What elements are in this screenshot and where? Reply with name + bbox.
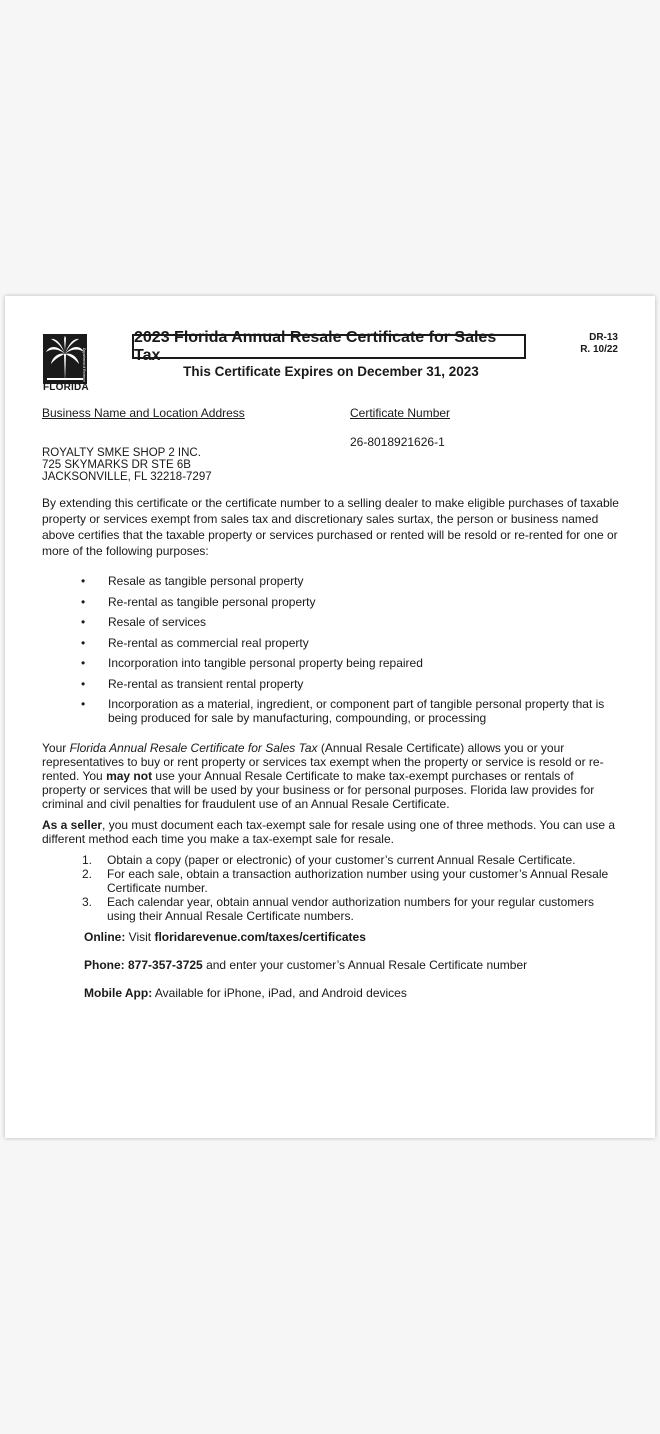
app-text: Available for iPhone, iPad, and Android devices (152, 986, 407, 1000)
certificate-page (5, 296, 655, 1138)
list-item: • Re-rental as tangible personal property (81, 595, 611, 609)
allows-text-3: use your Annual Resale Certificate to make tax-exempt purchases or rentals of property or services that will be used by your business or for personal purposes. Florida law provides for criminal and civil penalties for fraudulent use of an Annual Resale Certificate. (42, 769, 595, 811)
list-item (82, 895, 622, 923)
allows-text-italic: Florida Annual Resale Certificate for Sales Tax (69, 741, 318, 755)
list-item: • Re-rental as transient rental property (81, 677, 611, 691)
app-contact (84, 986, 407, 1000)
address-line-2: JACKSONVILLE, FL 32218-7297 (42, 471, 212, 483)
online-text: Visit (125, 930, 155, 944)
purposes-list (81, 574, 611, 732)
phone-contact (84, 958, 527, 972)
business-address (42, 447, 212, 483)
page-title: 2023 Florida Annual Resale Certificate for Sales Tax (132, 334, 526, 359)
allows-text-bold: may not (106, 769, 153, 783)
form-id (565, 332, 618, 356)
list-item (82, 867, 622, 895)
online-contact (84, 930, 366, 944)
certificate-number-label: Certificate Number (350, 406, 451, 420)
business-name: ROYALTY SMKE SHOP 2 INC. (42, 447, 201, 459)
methods-list (82, 853, 622, 923)
logo-text: FLORIDA (43, 382, 89, 393)
logo-side-text: Department of Revenue (82, 348, 86, 382)
form-number: DR-13 (589, 332, 618, 343)
phone-label: Phone: 877-357-3725 (84, 958, 203, 972)
address-line-1: 725 SKYMARKS DR STE 6B (42, 459, 191, 471)
expiration-notice: This Certificate Expires on December 31, 2023 (183, 364, 479, 379)
list-number: 3. (82, 895, 93, 909)
list-number: 1. (82, 853, 93, 867)
seller-paragraph (42, 818, 622, 846)
allows-text-1: Your (42, 741, 70, 755)
business-label: Business Name and Location Address (42, 406, 245, 420)
list-item: • Resale as tangible personal property (81, 574, 611, 588)
online-label: Online: (84, 930, 126, 944)
list-item: • Incorporation as a material, ingredient, or component part of tangible personal property that is being produced for sale by manufacturing, compounding, or processing (81, 697, 611, 725)
list-text: Obtain a copy (paper or electronic) of your customer’s current Annual Resale Certificate. (107, 853, 576, 867)
intro-paragraph: By extending this certificate or the certificate number to a selling dealer to make eligible purchases of taxable property or services exempt from sales tax and discretionary sales surtax, the person or business named above certifies that the taxable property or services purchased or rented will be resold or re-rented for one or more of the following purposes: (42, 496, 619, 558)
app-label: Mobile App: (84, 986, 153, 1000)
list-item (82, 853, 622, 867)
phone-text: and enter your customer’s Annual Resale Certificate number (202, 958, 528, 972)
list-text: For each sale, obtain a transaction authorization number using your customer’s Annual Resale Certificate number. (107, 867, 609, 895)
list-item: • Re-rental as commercial real property (81, 636, 611, 650)
list-number: 2. (82, 867, 93, 881)
form-revision: R. 10/22 (580, 344, 618, 355)
allows-text-2: (Annual Resale Certificate) allows you or your representatives to buy or rent property or services tax exempt when the property or service is resold or re-rented. You (42, 741, 604, 783)
allows-paragraph (42, 741, 616, 811)
certificate-number: 26-8018921626-1 (350, 435, 445, 449)
list-item: • Incorporation into tangible personal property being repaired (81, 656, 611, 670)
online-url-link[interactable]: floridarevenue.com/taxes/certificates (154, 930, 366, 944)
list-item: • Resale of services (81, 615, 611, 629)
seller-text: , you must document each tax-exempt sale for resale using one of three methods. You can use a different method each time you make a tax-exempt sale for resale. (42, 818, 616, 846)
list-text: Each calendar year, obtain annual vendor authorization numbers for your regular customers using their Annual Resale Certificate numbers. (107, 895, 594, 923)
seller-text-bold: As a seller (42, 818, 103, 832)
